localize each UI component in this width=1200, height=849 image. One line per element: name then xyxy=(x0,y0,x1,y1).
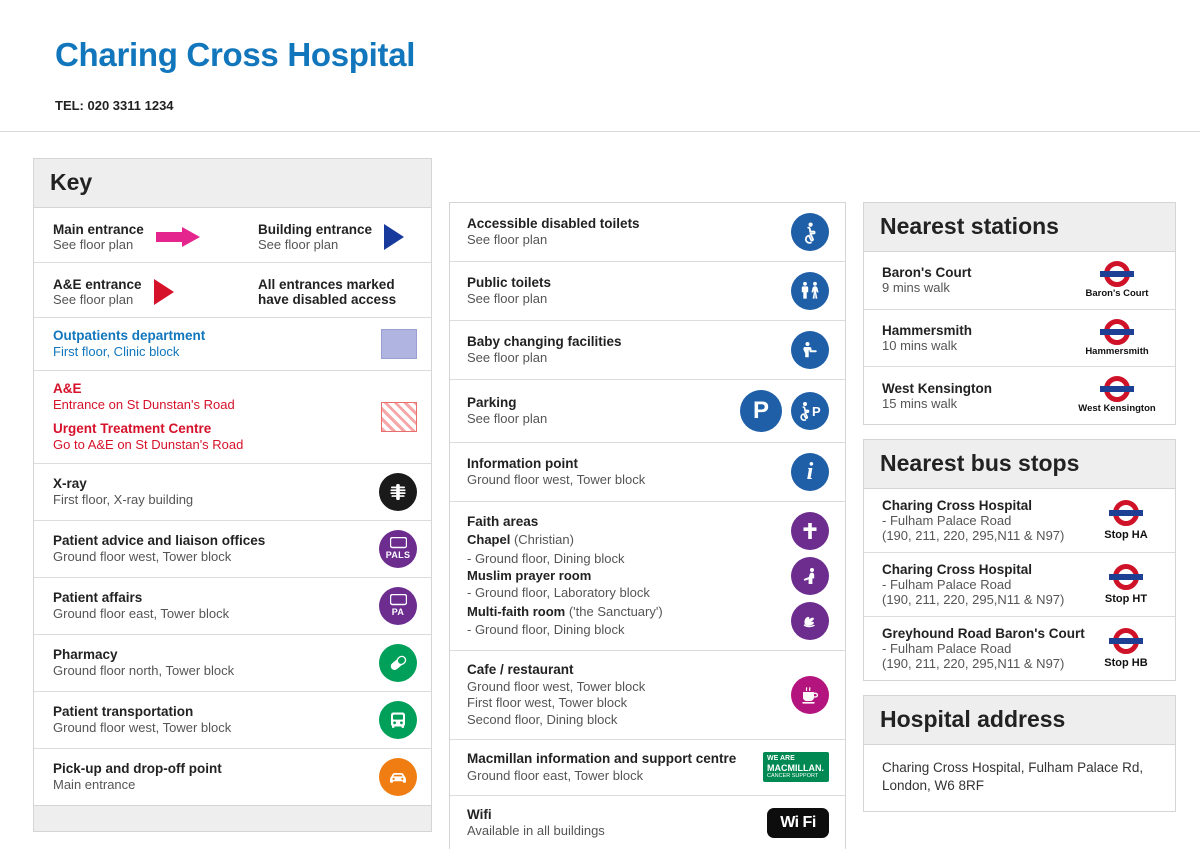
key-panel-header xyxy=(34,159,431,208)
accessible-toilets-sub: See floor plan xyxy=(467,232,548,248)
pink-arrow-icon xyxy=(156,227,202,247)
cafe-loc-3: Second floor, Dining block xyxy=(467,712,618,728)
wifi-sub: Available in all buildings xyxy=(467,823,605,839)
bus-stop-row-hb xyxy=(864,617,1175,680)
ae-entrance-label: A&E entrance xyxy=(53,277,142,292)
bus-roundel-icon xyxy=(1109,564,1143,590)
baby-changing-label: Baby changing facilities xyxy=(467,333,622,349)
bus-stop-road-1: - Fulham Palace Road xyxy=(882,512,1012,528)
pals-icon-label: PALS xyxy=(385,550,411,561)
key-panel-footer xyxy=(34,805,431,831)
toilets-icon xyxy=(791,272,829,310)
content-columns xyxy=(0,132,1200,849)
bus-stops-heading: Nearest bus stops xyxy=(880,449,1080,476)
station-row-hammersmith xyxy=(864,310,1175,368)
bus-roundel-icon xyxy=(1109,628,1143,654)
facility-wifi xyxy=(450,796,845,849)
pharmacy-sub: Ground floor north, Tower block xyxy=(53,662,235,678)
station-walk-1: 9 mins walk xyxy=(882,280,950,296)
address-header xyxy=(864,696,1175,745)
key-panel xyxy=(33,158,432,832)
bus-stop-code-2: Stop HT xyxy=(1104,592,1148,605)
transportation-sub: Ground floor west, Tower block xyxy=(53,719,232,735)
hands-icon xyxy=(791,602,829,640)
parking-sub: See floor plan xyxy=(467,411,548,427)
public-toilets-sub: See floor plan xyxy=(467,291,548,307)
parking-label: Parking xyxy=(467,394,517,410)
pa-icon-label: PA xyxy=(391,607,405,618)
key-item-pharmacy xyxy=(34,635,431,692)
key-column xyxy=(33,158,432,832)
blue-triangle-icon xyxy=(384,224,404,250)
key-heading: Key xyxy=(50,169,93,195)
xray-icon xyxy=(379,473,417,511)
key-item-pals xyxy=(34,521,431,578)
cross-icon xyxy=(791,512,829,550)
bus-stop-row-ha xyxy=(864,489,1175,553)
bus-stop-road-2: - Fulham Palace Road xyxy=(882,576,1012,592)
cafe-loc-2: First floor west, Tower block xyxy=(467,695,628,711)
macmillan-logo xyxy=(763,752,829,782)
xray-label: X-ray xyxy=(53,475,87,491)
key-item-xray xyxy=(34,464,431,521)
muslim-prayer-room-label: Muslim prayer room xyxy=(467,567,592,583)
bus-roundel-icon xyxy=(1109,500,1143,526)
bus-stop-code-1: Stop HA xyxy=(1104,528,1148,541)
bus-stop-marker-3 xyxy=(1089,628,1163,669)
pickup-label: Pick-up and drop-off point xyxy=(53,760,222,776)
facilities-panel xyxy=(449,202,846,849)
red-triangle-icon xyxy=(154,279,174,305)
facility-baby-changing xyxy=(450,321,845,380)
main-entrance-label: Main entrance xyxy=(53,222,144,237)
cafe-loc-1: Ground floor west, Tower block xyxy=(467,678,646,694)
roundel-icon xyxy=(1100,376,1134,402)
tfl-roundel-3 xyxy=(1071,376,1163,415)
disabled-access-line1: All entrances marked xyxy=(258,277,395,292)
cafe-cup-icon xyxy=(791,676,829,714)
main-entrance-sub: See floor plan xyxy=(53,237,134,252)
parking-icon: P xyxy=(740,390,782,432)
accessible-parking-icon xyxy=(791,392,829,430)
wifi-label: Wifi xyxy=(467,806,492,822)
macmillan-sub: Ground floor east, Tower block xyxy=(467,767,644,783)
purple-swatch-icon xyxy=(381,329,417,359)
station-row-west-kensington xyxy=(864,367,1175,424)
bus-stop-code-3: Stop HB xyxy=(1104,656,1148,669)
pals-sub: Ground floor west, Tower block xyxy=(53,548,232,564)
multifaith-room-label: Multi-faith room xyxy=(467,603,566,619)
information-label: Information point xyxy=(467,455,578,471)
entrance-row-2 xyxy=(34,263,431,318)
bus-stop-road-3: - Fulham Palace Road xyxy=(882,640,1012,656)
macmillan-label: Macmillan information and support centre xyxy=(467,751,737,767)
entrance-row-1 xyxy=(34,208,431,263)
macmillan-line1: WE ARE xyxy=(767,755,795,763)
key-item-ae-utc xyxy=(34,371,431,464)
facility-cafe xyxy=(450,651,845,740)
tfl-roundel-1 xyxy=(1071,261,1163,300)
building-entrance-label: Building entrance xyxy=(258,222,373,237)
baby-changing-icon xyxy=(791,331,829,369)
outpatients-sub: First floor, Clinic block xyxy=(53,344,180,360)
right-column xyxy=(863,202,1176,812)
station-walk-3: 15 mins walk xyxy=(882,395,958,411)
roundel-icon xyxy=(1100,261,1134,287)
bus-stop-name-1: Charing Cross Hospital xyxy=(882,497,1033,513)
key-item-main-entrance xyxy=(53,222,258,252)
bus-stop-name-3: Greyhound Road Baron's Court xyxy=(882,625,1085,641)
hospital-telephone: TEL: 020 3311 1234 xyxy=(55,98,174,113)
key-item-disabled-access-note xyxy=(258,277,396,307)
muslim-prayer-room-location: - Ground floor, Laboratory block xyxy=(467,584,650,600)
station-caption-2: Hammersmith xyxy=(1085,345,1149,357)
pickup-sub: Main entrance xyxy=(53,776,136,792)
faith-areas-label: Faith areas xyxy=(467,513,539,529)
pals-label: Patient advice and liaison offices xyxy=(53,532,266,548)
building-entrance-sub: See floor plan xyxy=(258,237,339,252)
car-icon xyxy=(379,758,417,796)
multifaith-room-location: - Ground floor, Dining block xyxy=(467,622,625,638)
stations-header xyxy=(864,203,1175,252)
hatched-swatch-icon xyxy=(381,402,417,432)
bus-stops-header xyxy=(864,440,1175,489)
transportation-label: Patient transportation xyxy=(53,703,194,719)
key-body xyxy=(34,208,431,805)
bus-stop-name-2: Charing Cross Hospital xyxy=(882,561,1033,577)
multifaith-room-note: ('the Sanctuary') xyxy=(565,603,663,619)
nearest-bus-stops-panel xyxy=(863,439,1176,681)
wifi-badge-icon: Wi Fi xyxy=(767,808,829,838)
key-item-building-entrance xyxy=(258,222,404,252)
hospital-address-panel xyxy=(863,695,1176,812)
bus-stop-routes-1: (190, 211, 220, 295,N11 & N97) xyxy=(882,527,1065,543)
facility-parking xyxy=(450,380,845,443)
bus-stop-row-ht xyxy=(864,553,1175,617)
station-walk-2: 10 mins walk xyxy=(882,337,958,353)
pharmacy-pill-icon xyxy=(379,644,417,682)
ae-entrance-sub: See floor plan xyxy=(53,292,134,307)
utc-label: Urgent Treatment Centre xyxy=(53,420,212,436)
pa-icon xyxy=(379,587,417,625)
roundel-icon xyxy=(1100,319,1134,345)
chapel-note: (Christian) xyxy=(510,532,574,548)
baby-changing-sub: See floor plan xyxy=(467,350,548,366)
bus-stop-marker-1 xyxy=(1089,500,1163,541)
station-row-barons-court xyxy=(864,252,1175,310)
patient-affairs-sub: Ground floor east, Tower block xyxy=(53,605,230,621)
facilities-column xyxy=(449,202,846,849)
key-item-patient-affairs xyxy=(34,578,431,635)
public-toilets-label: Public toilets xyxy=(467,274,552,290)
chapel-location: - Ground floor, Dining block xyxy=(467,550,625,566)
disabled-access-line2: have disabled access xyxy=(258,292,397,307)
bus-stop-marker-2 xyxy=(1089,564,1163,605)
bus-stop-routes-3: (190, 211, 220, 295,N11 & N97) xyxy=(882,655,1065,671)
station-caption-3: West Kensington xyxy=(1078,403,1156,415)
station-caption-1: Baron's Court xyxy=(1085,288,1149,299)
svg-text:P: P xyxy=(812,404,821,419)
facility-faith-areas xyxy=(450,502,845,651)
praying-person-icon xyxy=(791,557,829,595)
xray-sub: First floor, X-ray building xyxy=(53,491,194,507)
key-item-ae-entrance xyxy=(53,277,258,307)
stations-heading: Nearest stations xyxy=(880,213,1059,239)
address-heading: Hospital address xyxy=(880,705,1066,732)
station-name-3: West Kensington xyxy=(882,380,993,396)
macmillan-line3: CANCER SUPPORT xyxy=(767,773,819,780)
patient-affairs-label: Patient affairs xyxy=(53,589,143,605)
tfl-roundel-2 xyxy=(1071,319,1163,358)
ae-label: A&E xyxy=(53,380,82,396)
key-item-outpatients xyxy=(34,318,431,371)
pals-icon xyxy=(379,530,417,568)
page-title: Charing Cross Hospital xyxy=(55,36,416,73)
utc-sub: Go to A&E on St Dunstan's Road xyxy=(53,437,244,453)
accessible-toilets-label: Accessible disabled toilets xyxy=(467,215,640,231)
information-sub: Ground floor west, Tower block xyxy=(467,472,646,488)
bus-icon xyxy=(379,701,417,739)
macmillan-line2: MACMILLAN. xyxy=(767,763,824,774)
key-item-pickup-dropoff xyxy=(34,749,431,805)
bus-stop-routes-2: (190, 211, 220, 295,N11 & N97) xyxy=(882,591,1065,607)
facility-accessible-toilets xyxy=(450,203,845,262)
address-text: Charing Cross Hospital, Fulham Palace Rd, London, W6 8RF xyxy=(882,759,1144,794)
chapel-label: Chapel xyxy=(467,532,511,548)
wheelchair-icon xyxy=(791,213,829,251)
information-icon: i xyxy=(791,453,829,491)
pharmacy-label: Pharmacy xyxy=(53,646,118,662)
station-name-1: Baron's Court xyxy=(882,265,972,281)
page-header xyxy=(0,0,1200,113)
ae-sub: Entrance on St Dunstan's Road xyxy=(53,397,235,413)
facility-public-toilets xyxy=(450,262,845,321)
key-item-patient-transportation xyxy=(34,692,431,749)
facility-macmillan xyxy=(450,740,845,795)
cafe-label: Cafe / restaurant xyxy=(467,662,574,677)
nearest-stations-panel xyxy=(863,202,1176,425)
facility-information-point xyxy=(450,443,845,502)
station-name-2: Hammersmith xyxy=(882,322,973,338)
outpatients-label: Outpatients department xyxy=(53,328,206,343)
